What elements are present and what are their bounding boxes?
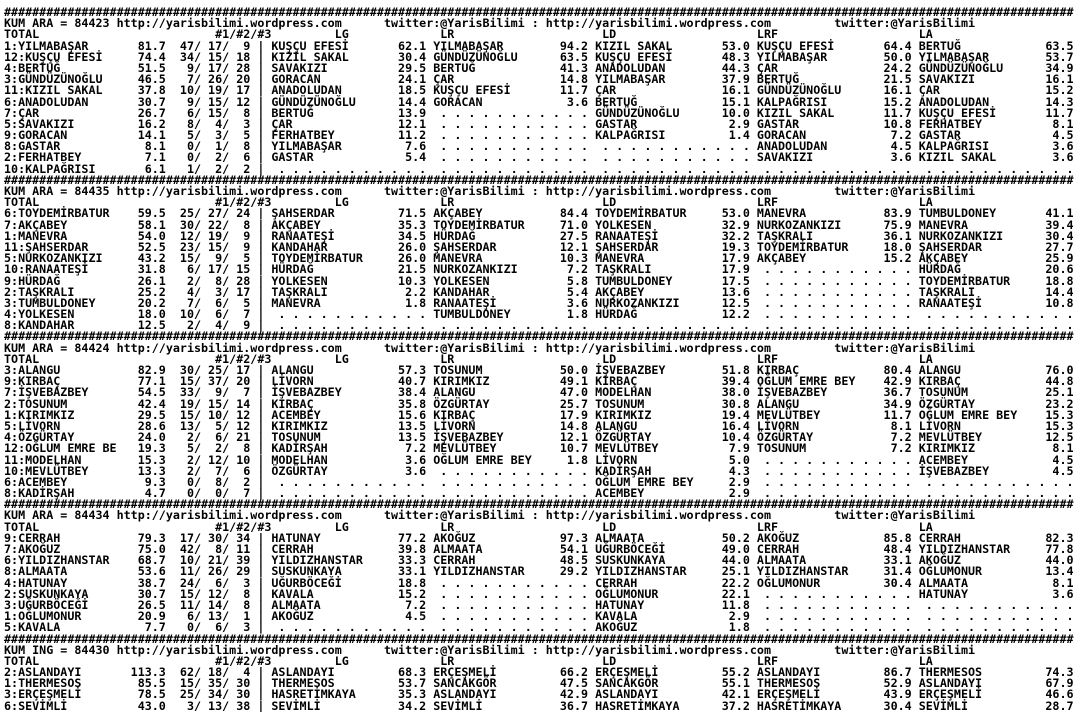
data-row: 10:RANAATEŞİ 31.8 6/ 17/ 15 | HÜRDAĞ 21.5 NURKOZANKIZI 7.2 TAŞKRALI 17.9 . . . . . . . . . . . HÜRDAĞ 20.6: [4, 262, 1074, 277]
data-row: 3:UĞURBÖCEĞİ 26.5 11/ 14/ 8 | ALMAATA 7.2 . . . . . . . . . . . HATUNAY 11.8 . . . . . . . . . . . . . . . . . . . . . .: [4, 597, 1074, 612]
data-row: 12:KUŞÇU EFESİ 74.4 34/ 15/ 18 | KIZIL SAKAL 30.4 GÜNDÜZÜNOĞLU 63.5 KUŞÇU EFESİ 48.3 YILMABAŞAR 50.0 YILMABAŞAR 53.7: [4, 49, 1074, 64]
data-row: 6:YILDIZHANSTAR 68.7 10/ 21/ 39 | YILDIZHANSTAR 33.3 CERRAH 48.5 SUSKUNKAYA 44.0 ALMAATA 33.1 AKOĞUZ 44.0: [4, 553, 1074, 568]
data-row: 3:ALANGU 82.9 30/ 25/ 17 | ALANGU 57.3 TOSUNUM 50.0 İŞVEBAZBEY 51.8 KIRBAÇ 80.4 ALANGU 76.0: [4, 363, 1074, 377]
section-header: KUM ARA = 84434 http://yarisbilimi.wordpress.com twitter:@YarisBilimi : http://yarisbilimi.wordpress.com twitter:@YarisBilimi: [4, 508, 976, 523]
data-row: 10:MEVLÜTBEY 13.3 2/ 7/ 6 | ÖZGÜRTAY 3.6 . . . . . . . . . . . KADİRŞAH 4.3 . . . . . . . . . . . İŞVEBAZBEY 4.5: [4, 463, 1074, 478]
data-row: 9:HÜRDAĞ 26.1 2/ 8/ 28 | YOLKESEN 10.3 YOLKESEN 5.8 TUMBULDONEY 17.5 . . . . . . . . . . . TOYDEMİRBATUR 18.8: [4, 273, 1074, 288]
data-row: 2:ASLANDAYI 113.3 62/ 18/ 4 | ASLANDAYI 68.3 ERÇEŞMELİ 66.2 ERÇEŞMELİ 55.2 ASLANDAYI 86.7 THERMESOS 74.3: [4, 665, 1074, 680]
data-row: 4:HATUNAY 38.7 24/ 6/ 3 | UĞURBÖCEĞİ 18.8 . . . . . . . . . . . CERRAH 22.2 OĞLUMONUR 30.4 ALMAATA 8.1: [4, 575, 1074, 590]
data-row: 7:İŞVEBAZBEY 54.5 33/ 9/ 7 | İŞVEBAZBEY 38.4 ALANGU 47.0 MODELHAN 38.0 İŞVEBAZBEY 36.7 TOSUNUM 25.1: [4, 385, 1074, 400]
column-header-row: TOTAL #1/#2/#3 LG LR LD LRF LA: [4, 27, 933, 42]
data-row: 6:SEVİMLİ 43.0 3/ 13/ 38 | SEVİMLİ 34.2 SEVİMLİ 36.7 HASRETİMKAYA 37.2 HASRETİMKAYA 30.4 SEVİMLİ 28.7: [4, 698, 1074, 712]
data-row: 8:GASTAR 8.1 0/ 1/ 8 | YILMABAŞAR 7.6 . . . . . . . . . . . . . . . . . . . . . . ANADOLUDAN 4.5 KALPAĞRISI 3.6: [4, 139, 1074, 154]
data-row: 3:ERÇEŞMELİ 78.5 25/ 34/ 30 | HASRETİMKAYA 35.3 ASLANDAYI 42.9 ASLANDAYI 42.1 ERÇEŞMELİ 43.9 ERÇEŞMELİ 46.6: [4, 687, 1074, 702]
data-row: 11:KIZIL SAKAL 37.8 10/ 19/ 17 | ANADOLUDAN 18.5 KUŞÇU EFESİ 11.7 ÇAR 16.1 GÜNDÜZÜNOĞLU 16.1 ÇAR 15.2: [4, 83, 1074, 98]
data-row: 9:GORACAN 14.1 5/ 3/ 5 | FERHATBEY 11.2 . . . . . . . . . . . KALPAĞRISI 1.4 GORACAN 7.2 GASTAR 4.5: [4, 128, 1074, 143]
data-row: 4:ÖZGÜRTAY 24.0 2/ 6/ 21 | TOSUNUM 13.5 İŞVEBAZBEY 12.1 ÖZGÜRTAY 10.4 ÖZGÜRTAY 7.2 MEVLÜTBEY 12.5: [4, 430, 1074, 445]
data-row: 11:MODELHAN 15.3 2/ 12/ 10 | MODELHAN 3.6 OĞLUM EMRE BEY 1.8 LİVORN 5.0 . . . . . . . . . . . ACEMBEY 4.5: [4, 452, 1074, 467]
data-row: 11:ŞAHSERDAR 52.5 23/ 15/ 9 | KANDAHAR 26.0 ŞAHSERDAR 12.1 ŞAHSERDAR 19.3 TOYDEMİRBATUR 18.0 ŞAHSERDAR 27.7: [4, 239, 1074, 254]
column-header-row: TOTAL #1/#2/#3 LG LR LD LRF LA: [4, 519, 933, 534]
data-row: 12:OĞLUM EMRE BE 19.3 5/ 2/ 8 | KADİRŞAH 7.2 MEVLÜTBEY 10.7 MEVLÜTBEY 7.9 TOSUNUM 7.2 KIRIMKIZ 8.1: [4, 441, 1074, 456]
column-header-row: TOTAL #1/#2/#3 LG LR LD LRF LA: [4, 351, 933, 366]
data-row: 8:KANDAHAR 12.5 2/ 4/ 9 | . . . . . . . . . . . . . . . . . . . . . . . . . . . . . . . . . . . . . . . . . . . . . . . . . . . . . . .: [4, 318, 1074, 333]
data-row: 10:KALPAĞRISI 6.1 1/ 2/ 2 | . . . . . . . . . . . . . . . . . . . . . . . . . . . . . . . . . . . . . . . . . . . . . . . . . . . . . . .: [4, 161, 1074, 176]
data-row: 1:YILMABAŞAR 81.7 47/ 17/ 9 | KUŞÇU EFESİ 62.1 YILMABAŞAR 94.2 KIZIL SAKAL 53.0 KUŞÇU EFESİ 64.4 BERTUĞ 63.5: [4, 38, 1074, 53]
data-row: 7:AKÇABEY 58.1 30/ 22/ 8 | AKÇABEY 35.3 TOYDEMİRBATUR 71.0 YOLKESEN 32.9 NURKOZANKIZI 75.9 MANEVRA 39.4: [4, 217, 1074, 232]
data-row: 4:YOLKESEN 18.0 10/ 6/ 7 | . . . . . . . . . . . TUMBULDONEY 1.8 HÜRDAĞ 12.2 . . . . . . . . . . . . . . . . . . . . . .: [4, 307, 1074, 322]
data-row: 2:TAŞKRALI 25.2 4/ 3/ 17 | TAŞKRALI 2.2 KANDAHAR 5.4 AKÇABEY 13.6 . . . . . . . . . . . TAŞKRALI 14.4: [4, 284, 1074, 299]
column-header-row: TOTAL #1/#2/#3 LG LR LD LRF LA: [4, 195, 933, 210]
section-header: KUM ARA = 84424 http://yarisbilimi.wordpress.com twitter:@YarisBilimi : http://yarisbilimi.wordpress.com twitter:@YarisBilimi: [4, 340, 976, 355]
data-row: 3:GÜNDÜZÜNOĞLU 46.5 7/ 26/ 20 | GORACAN 24.1 ÇAR 14.8 YILMABAŞAR 37.9 BERTUĞ 21.5 SAVAKIZI 16.1: [4, 72, 1074, 87]
data-row: 6:ACEMBEY 9.3 0/ 8/ 2 | . . . . . . . . . . . . . . . . . . . . . . OĞLUM EMRE BEY 2.9 . . . . . . . . . . . . . . . . . . . . . .: [4, 474, 1074, 489]
data-row: 7:ÇAR 26.7 6/ 15/ 8 | BERTUĞ 13.9 . . . . . . . . . . . GÜNDÜZÜNOĞLU 10.0 KIZIL SAKAL 11.7 KUŞÇU EFESİ 11.7: [4, 105, 1074, 120]
section-separator: ########################################################################################################################################################: [4, 497, 1074, 512]
section-separator: ########################################################################################################################################################: [4, 631, 1074, 646]
data-row: 5:LİVORN 28.6 13/ 5/ 12 | KIRIMKIZ 13.5 LİVORN 14.8 ALANGU 16.4 LİVORN 8.1 LİVORN 15.3: [4, 418, 1074, 433]
data-row: 1:THERMESOS 85.5 15/ 35/ 30 | THERMESOS 53.7 SANCAKGÖR 47.5 SANCAKGÖR 55.1 THERMESOS 52.9 ASLANDAYI 67.9: [4, 676, 1074, 691]
data-row: 5:NURKOZANKIZI 43.2 15/ 9/ 5 | TOYDEMİRBATUR 26.0 MANEVRA 10.3 MANEVRA 17.9 AKÇABEY 15.2 AKÇABEY 25.9: [4, 251, 1074, 266]
data-row: 5:KAVALA 7.7 0/ 6/ 3 | . . . . . . . . . . . . . . . . . . . . . . AKOĞUZ 1.8 . . . . . . . . . . . . . . . . . . . . . .: [4, 620, 1074, 635]
data-row: 2:SUSKUNKAYA 30.7 15/ 12/ 8 | KAVALA 15.2 . . . . . . . . . . . OĞLUMONUR 22.1 . . . . . . . . . . . HATUNAY 3.6: [4, 586, 1074, 601]
data-row: 3:TUMBULDONEY 20.2 7/ 6/ 5 | MANEVRA 1.8 RANAATEŞİ 3.6 NURKOZANKIZI 12.5 . . . . . . . . . . . RANAATEŞİ 10.8: [4, 295, 1074, 310]
data-row: 6:TOYDEMİRBATUR 59.5 25/ 27/ 24 | ŞAHSERDAR 71.5 AKÇABEY 84.4 TOYDEMİRBATUR 53.0 MANEVRA 83.9 TUMBULDONEY 41.1: [4, 206, 1074, 221]
data-row: 5:SAVAKIZI 16.2 8/ 4/ 3 | ÇAR 12.1 . . . . . . . . . . . GASTAR 2.9 GASTAR 10.8 FERHATBEY 8.1: [4, 116, 1074, 131]
section-header: KUM ARA = 84423 http://yarisbilimi.wordpress.com twitter:@YarisBilimi : http://yarisbilimi.wordpress.com twitter:@YarisBilimi: [4, 16, 976, 31]
data-row: 1:MANEVRA 54.0 12/ 19/ 9 | RANAATEŞİ 34.5 HÜRDAĞ 27.5 RANAATEŞİ 32.2 TAŞKRALI 36.1 NURKOZANKIZI 30.4: [4, 228, 1074, 243]
section-separator: ########################################################################################################################################################: [4, 5, 1074, 19]
data-row: 1:KIRIMKIZ 29.5 15/ 10/ 12 | ACEMBEY 15.6 KIRBAÇ 17.9 KIRIMKIZ 19.4 MEVLÜTBEY 11.7 OĞLUM EMRE BEY 15.3: [4, 407, 1074, 422]
data-row: 2:TOSUNUM 42.4 19/ 15/ 14 | KIRBAÇ 35.8 ÖZGÜRTAY 25.7 TOSUNUM 30.8 ALANGU 34.9 ÖZGÜRTAY 23.2: [4, 396, 1074, 411]
data-row: 8:KADİRŞAH 4.7 0/ 0/ 7 | . . . . . . . . . . . . . . . . . . . . . . ACEMBEY 2.9 . . . . . . . . . . . . . . . . . . . . . .: [4, 486, 1074, 501]
section-header: KUM ING = 84430 http://yarisbilimi.wordpress.com twitter:@YarisBilimi : http://yarisbilimi.wordpress.com twitter:@YarisBilimi: [4, 642, 976, 657]
data-row: 6:ANADOLUDAN 30.7 9/ 15/ 12 | GÜNDÜZÜNOĞLU 14.4 GORACAN 3.6 BERTUĞ 15.1 KALPAĞRISI 15.2 ANADOLUDAN 14.3: [4, 94, 1074, 109]
section-separator: ########################################################################################################################################################: [4, 329, 1074, 344]
section-separator: ########################################################################################################################################################: [4, 172, 1074, 187]
data-row: 8:ALMAATA 53.6 11/ 26/ 29 | SUSKUNKAYA 33.1 YILDIZHANSTAR 29.2 YILDIZHANSTAR 25.1 YILDIZHANSTAR 31.4 OĞLUMONUR 13.4: [4, 564, 1074, 579]
data-row: 9:CERRAH 79.3 17/ 30/ 34 | HATUNAY 77.2 AKOĞUZ 97.3 ALMAATA 50.2 AKOĞUZ 85.8 CERRAH 82.3: [4, 530, 1074, 545]
data-row: 1:OĞLUMONUR 20.9 6/ 13/ 1 | AKOĞUZ 4.5 . . . . . . . . . . . KAVALA 2.9 . . . . . . . . . . . . . . . . . . . . . .: [4, 609, 1074, 624]
section-header: KUM ARA = 84435 http://yarisbilimi.wordpress.com twitter:@YarisBilimi : http://yarisbilimi.wordpress.com twitter:@YarisBilimi: [4, 184, 976, 198]
data-row: 4:BERTUĞ 51.5 9/ 17/ 28 | SAVAKIZI 29.5 BERTUĞ 41.3 ANADOLUDAN 44.3 ÇAR 24.2 GÜNDÜZÜNOĞLU 34.9: [4, 60, 1074, 75]
column-header-row: TOTAL #1/#2/#3 LG LR LD LRF LA: [4, 653, 933, 668]
data-row: 2:FERHATBEY 7.1 0/ 2/ 6 | GASTAR 5.4 . . . . . . . . . . . . . . . . . . . . . . SAVAKIZI 3.6 KIZIL SAKAL 3.6: [4, 150, 1074, 165]
data-row: 9:KIRBAÇ 77.1 15/ 37/ 20 | LİVORN 40.7 KIRIMKIZ 49.1 KIRBAÇ 39.4 OĞLUM EMRE BEY 42.9 KIRBAÇ 44.8: [4, 374, 1074, 389]
data-row: 7:AKOĞUZ 75.0 42/ 8/ 11 | CERRAH 39.8 ALMAATA 54.1 UĞURBÖCEĞİ 49.0 CERRAH 48.4 YILDIZHANSTAR 77.8: [4, 542, 1074, 556]
